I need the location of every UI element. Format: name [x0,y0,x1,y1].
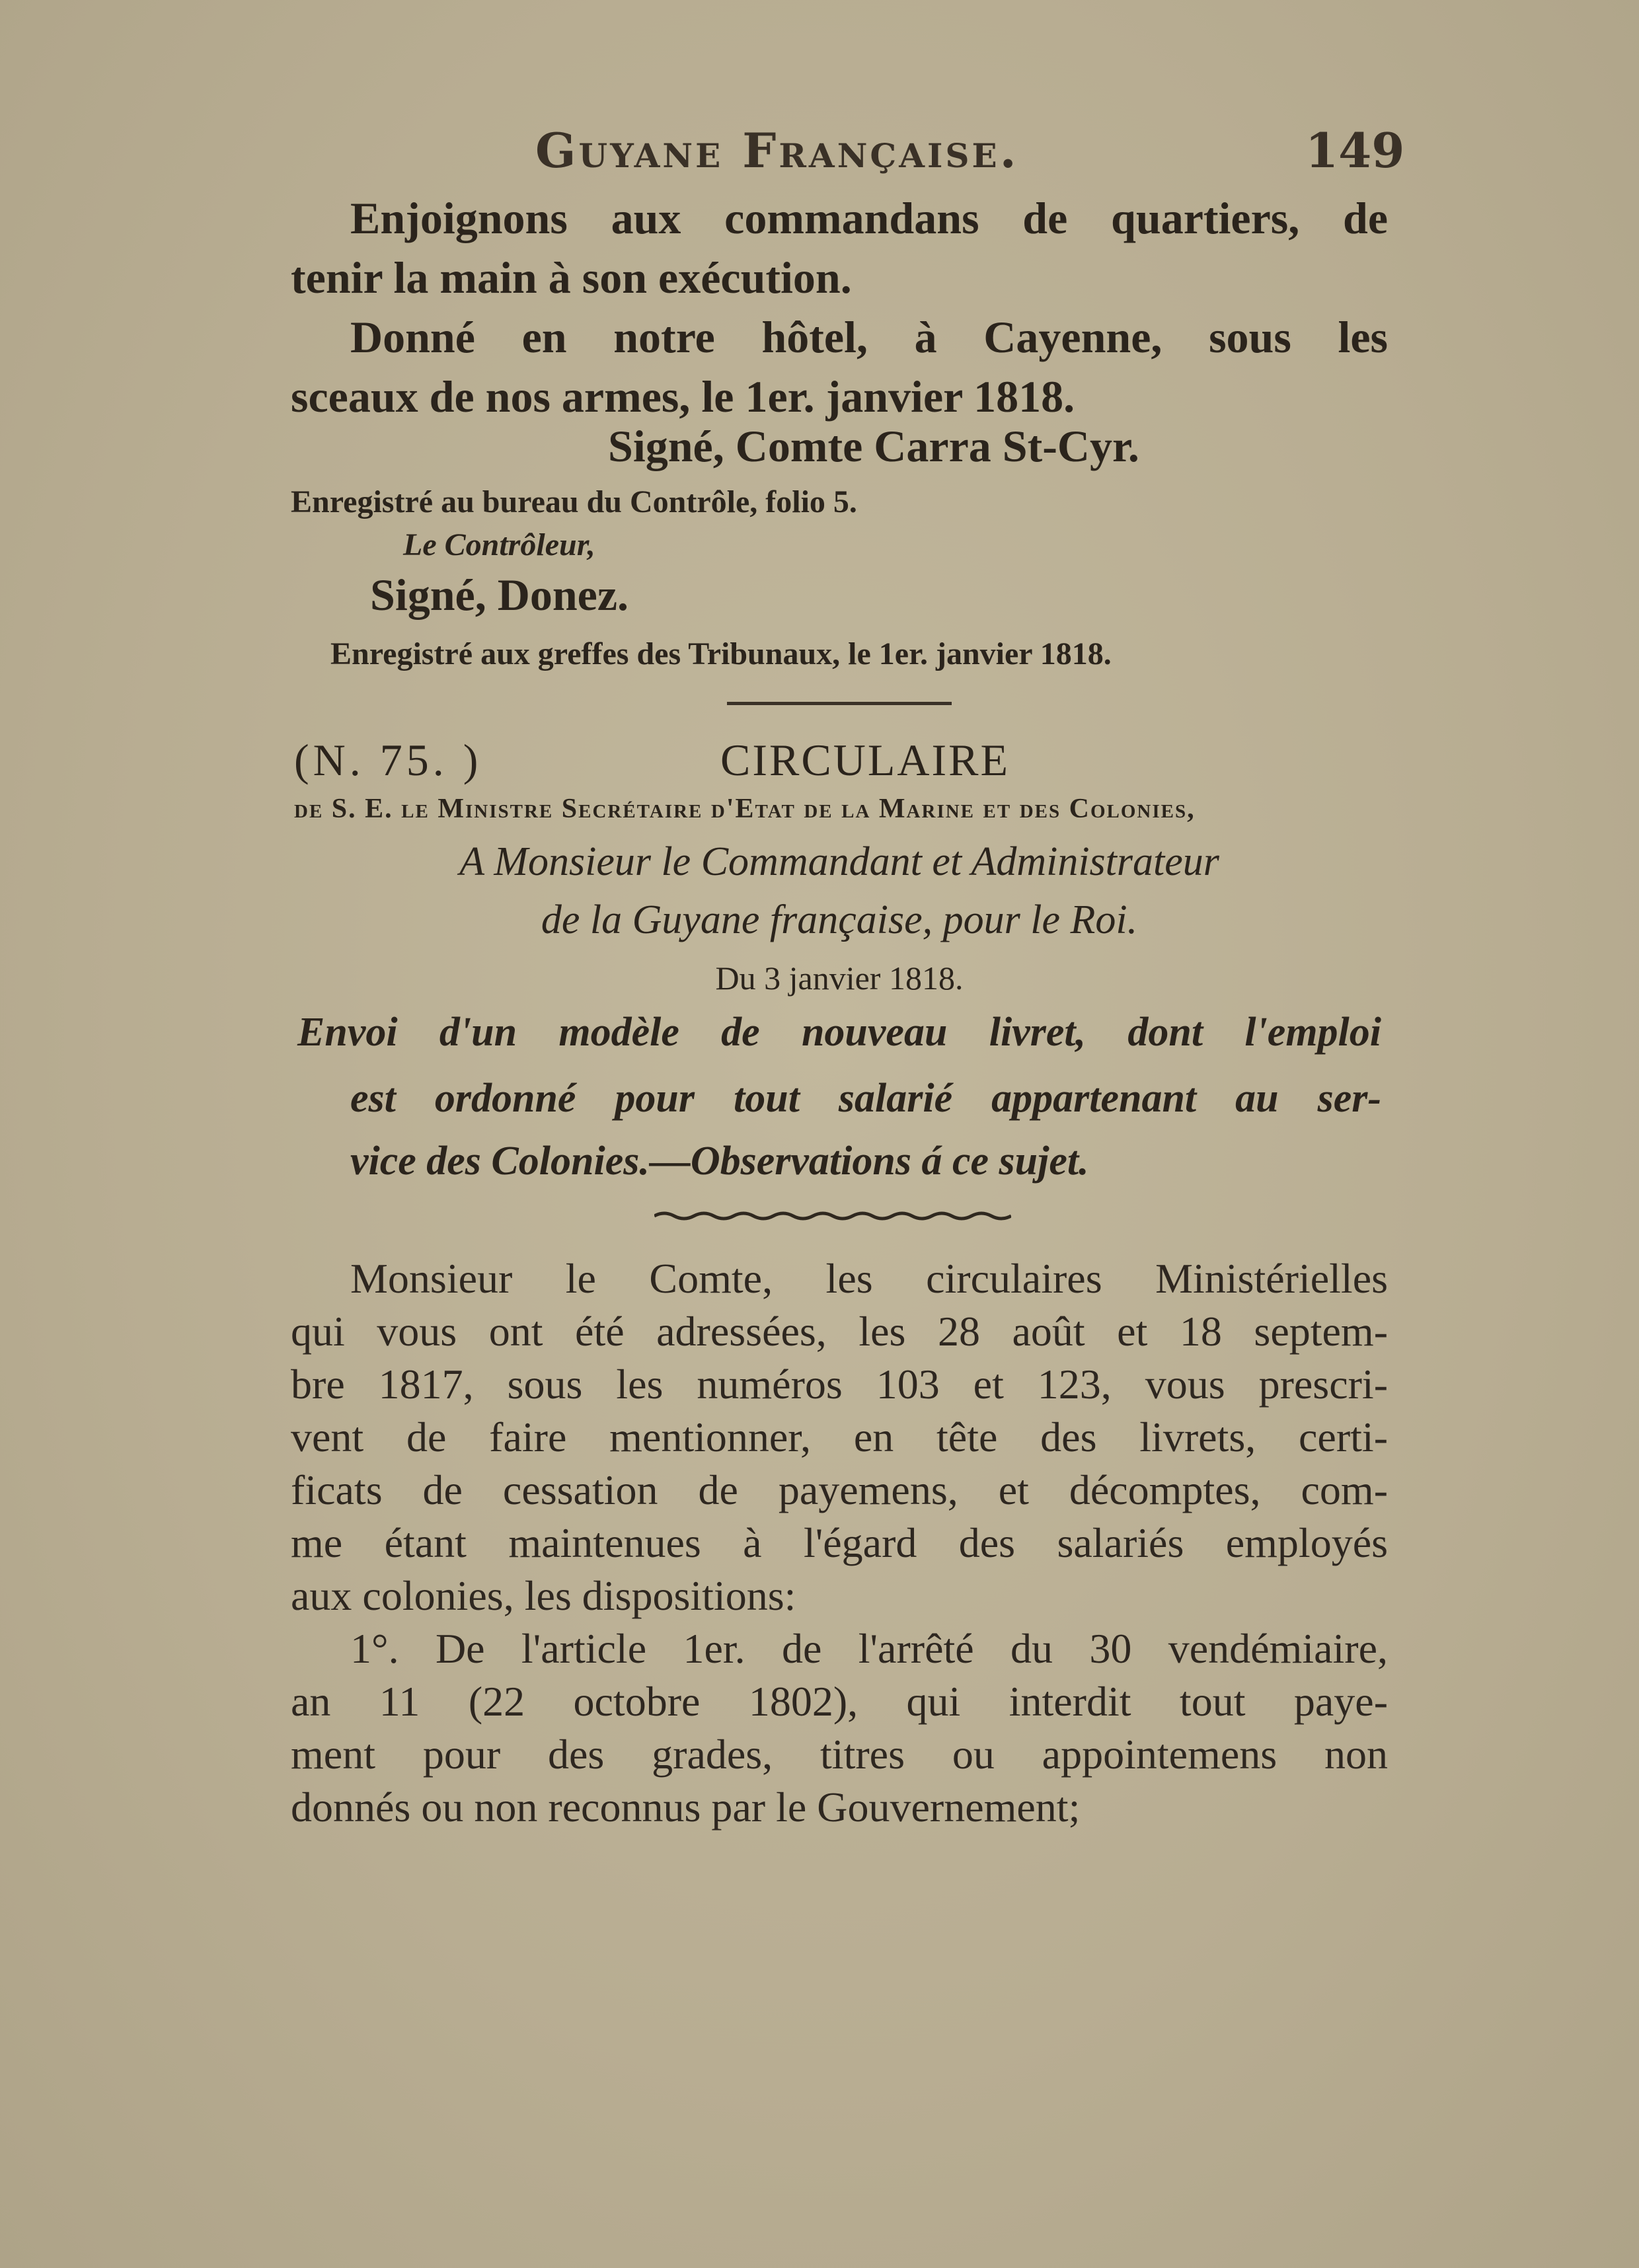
signature: Signé, Comte Carra St-Cyr. [608,421,1139,471]
text-line: sceaux de nos armes, le 1er. janvier 1818. [291,371,1075,422]
registration-line: Enregistré au bureau du Contrôle, folio 5. [291,484,857,519]
wavy-rule [654,1211,1011,1221]
summary-line: est ordonné pour tout salarié appartenant au ser- [350,1076,1381,1121]
body-line: donnés ou non reconnus par le Gouvernement; [291,1784,1081,1831]
circular-from: de S. E. le Ministre Secrétaire d'Etat de la Marine et des Colonies, [294,794,1196,824]
separator-rule [727,702,952,705]
registration-line: Enregistré aux greffes des Tribunaux, le 1er. janvier 1818. [330,636,1112,671]
circular-number: (N. 75. ) [294,735,482,785]
circular-to-2: de la Guyane française, pour le Roi. [541,897,1138,942]
circular-title: CIRCULAIRE [720,735,1010,785]
summary-line: Envoi d'un modèle de nouveau livret, dont l'emploi [297,1010,1381,1055]
controleur-line: Le Contrôleur, [403,527,595,562]
body-line: bre 1817, sous les numéros 103 et 123, vous prescri- [291,1361,1388,1408]
circular-date: Du 3 janvier 1818. [715,960,964,997]
summary-line: vice des Colonies.—Observations á ce sujet. [350,1139,1089,1184]
page-number: 149 [1305,122,1405,178]
body-line: 1°. De l'article 1er. de l'arrêté du 30 vendémiaire, [350,1625,1388,1672]
text-line: Donné en notre hôtel, à Cayenne, sous les [350,312,1388,362]
running-title: Guyane Française. [535,122,1019,178]
body-line: vent de faire mentionner, en tête des livrets, certi- [291,1414,1388,1460]
circular-to-1: A Monsieur le Commandant et Administrateur [459,839,1219,884]
body-line: me étant maintenues à l'égard des salariés employés [291,1519,1388,1566]
body-line: ment pour des grades, titres ou appointemens non [291,1731,1388,1778]
body-line: qui vous ont été adressées, les 28 août et 18 septem- [291,1308,1388,1355]
body-line: ficats de cessation de payemens, et décomptes, com- [291,1466,1388,1513]
text-line: Enjoignons aux commandans de quartiers, de [350,193,1388,243]
signature-2: Signé, Donez. [370,570,629,620]
page-header [0,116,1639,188]
text-line: tenir la main à son exécution. [291,252,852,303]
body-line: Monsieur le Comte, les circulaires Ministérielles [350,1255,1388,1302]
body-line: an 11 (22 octobre 1802), qui interdit tout paye- [291,1678,1388,1725]
body-line: aux colonies, les dispositions: [291,1572,796,1619]
